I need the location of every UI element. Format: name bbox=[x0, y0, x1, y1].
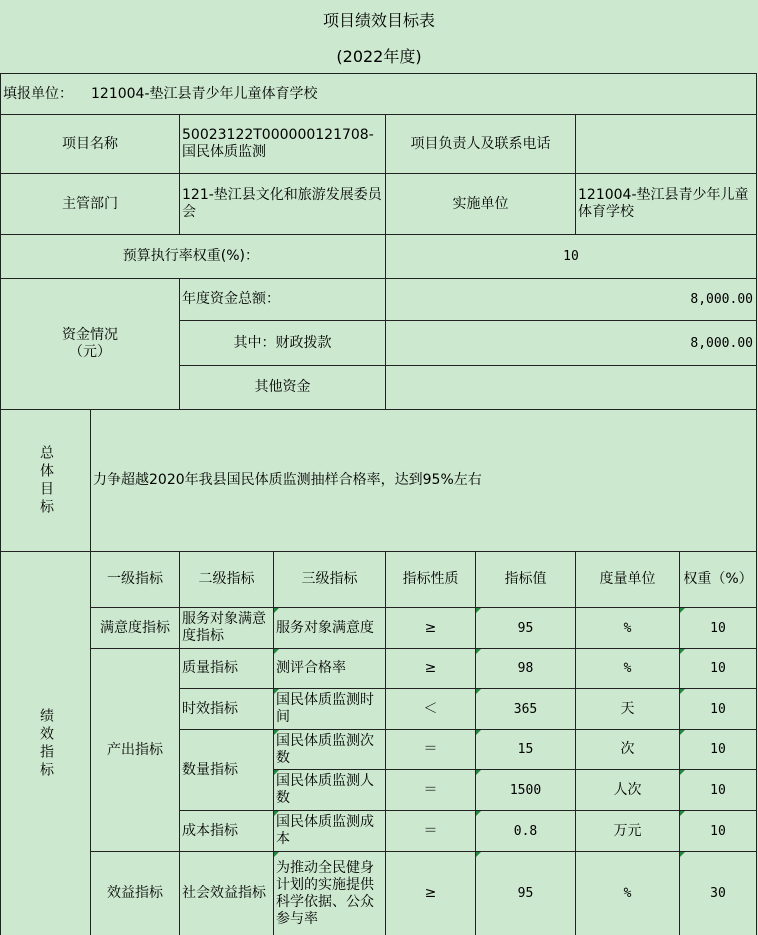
row-4-unit: 次 bbox=[576, 730, 680, 770]
level2-timeliness: 时效指标 bbox=[180, 689, 274, 730]
level2-satisfaction: 服务对象满意度指标 bbox=[180, 608, 274, 649]
row-3-level3: 国民体质监测时间 bbox=[274, 689, 386, 730]
header-nature: 指标性质 bbox=[386, 552, 476, 608]
row-7-nature: ≥ bbox=[386, 852, 476, 935]
table-title: 项目绩效目标表 bbox=[322, 10, 435, 30]
header-level2: 二级指标 bbox=[180, 552, 274, 608]
row-2-nature: ≥ bbox=[386, 649, 476, 689]
header-value: 指标值 bbox=[476, 552, 576, 608]
row-3-nature: ＜ bbox=[386, 689, 476, 730]
annual-total-label: 年度资金总额： bbox=[180, 279, 386, 321]
table-year: (2022年度) bbox=[336, 47, 422, 66]
row-6-nature: ＝ bbox=[386, 811, 476, 852]
level2-quality: 质量指标 bbox=[180, 649, 274, 689]
level2-cost: 成本指标 bbox=[180, 811, 274, 852]
row-3-unit: 天 bbox=[576, 689, 680, 730]
reporting-unit-row bbox=[0, 73, 757, 115]
header-level1: 一级指标 bbox=[91, 552, 180, 608]
implementer-value: 121004-垫江县青少年儿童体育学校 bbox=[576, 174, 757, 235]
implementer-label: 实施单位 bbox=[386, 174, 576, 235]
annual-total-value: 8,000.00 bbox=[386, 279, 757, 321]
department-label: 主管部门 bbox=[0, 174, 180, 235]
row-6-unit: 万元 bbox=[576, 811, 680, 852]
row-4-level3: 国民体质监测次数 bbox=[274, 730, 386, 770]
row-1-level3: 服务对象满意度 bbox=[274, 608, 386, 649]
row-2-unit: % bbox=[576, 649, 680, 689]
fiscal-value: 8,000.00 bbox=[386, 321, 757, 366]
fiscal-label: 其中：财政拨款 bbox=[180, 321, 386, 366]
department-value: 121-垫江县文化和旅游发展委员会 bbox=[180, 174, 386, 235]
row-2-value: 98 bbox=[476, 649, 576, 689]
performance-label-text: 绩效指标 bbox=[38, 707, 54, 780]
row-1-nature: ≥ bbox=[386, 608, 476, 649]
header-unit: 度量单位 bbox=[576, 552, 680, 608]
header-level3: 三级指标 bbox=[274, 552, 386, 608]
row-7-weight: 30 bbox=[680, 852, 757, 935]
row-1-weight: 10 bbox=[680, 608, 757, 649]
funds-label-text: 资金情况（元） bbox=[62, 327, 118, 360]
row-2-level3: 测评合格率 bbox=[274, 649, 386, 689]
project-name-value: 50023122T000000121708-国民体质监测 bbox=[180, 115, 386, 174]
row-7-value: 95 bbox=[476, 852, 576, 935]
budget-weight-value: 10 bbox=[386, 235, 757, 279]
row-6-level3: 国民体质监测成本 bbox=[274, 811, 386, 852]
goal-label-text: 总体目标 bbox=[38, 444, 54, 517]
row-6-weight: 10 bbox=[680, 811, 757, 852]
row-7-unit: % bbox=[576, 852, 680, 935]
reporting-unit-label: 填报单位： bbox=[3, 85, 73, 102]
other-funds-value bbox=[386, 366, 757, 410]
row-2-weight: 10 bbox=[680, 649, 757, 689]
performance-label bbox=[0, 552, 91, 935]
row-4-value: 15 bbox=[476, 730, 576, 770]
level1-benefit: 效益指标 bbox=[91, 852, 180, 935]
row-5-unit: 人次 bbox=[576, 770, 680, 811]
contact-label: 项目负责人及联系电话 bbox=[386, 115, 576, 174]
level1-satisfaction: 满意度指标 bbox=[91, 608, 180, 649]
level2-quantity: 数量指标 bbox=[180, 730, 274, 811]
row-4-weight: 10 bbox=[680, 730, 757, 770]
row-3-value: 365 bbox=[476, 689, 576, 730]
row-5-weight: 10 bbox=[680, 770, 757, 811]
goal-text: 力争超越2020年我县国民体质监测抽样合格率，达到95%左右 bbox=[91, 410, 757, 552]
other-funds-label: 其他资金 bbox=[180, 366, 386, 410]
contact-value bbox=[576, 115, 757, 174]
row-5-value: 1500 bbox=[476, 770, 576, 811]
row-7-level3: 为推动全民健身计划的实施提供科学依据、公众参与率 bbox=[274, 852, 386, 935]
level1-output: 产出指标 bbox=[91, 649, 180, 852]
header-weight: 权重（%） bbox=[680, 552, 757, 608]
row-5-level3: 国民体质监测人数 bbox=[274, 770, 386, 811]
row-3-weight: 10 bbox=[680, 689, 757, 730]
row-1-value: 95 bbox=[476, 608, 576, 649]
row-4-nature: ＝ bbox=[386, 730, 476, 770]
row-1-unit: % bbox=[576, 608, 680, 649]
level2-social: 社会效益指标 bbox=[180, 852, 274, 935]
budget-weight-label: 预算执行率权重(%)： bbox=[0, 235, 386, 279]
reporting-unit-value: 121004-垫江县青少年儿童体育学校 bbox=[91, 85, 318, 102]
goal-label bbox=[0, 410, 91, 552]
row-6-value: 0.8 bbox=[476, 811, 576, 852]
project-name-label: 项目名称 bbox=[0, 115, 180, 174]
funds-label bbox=[0, 279, 180, 410]
row-5-nature: ＝ bbox=[386, 770, 476, 811]
